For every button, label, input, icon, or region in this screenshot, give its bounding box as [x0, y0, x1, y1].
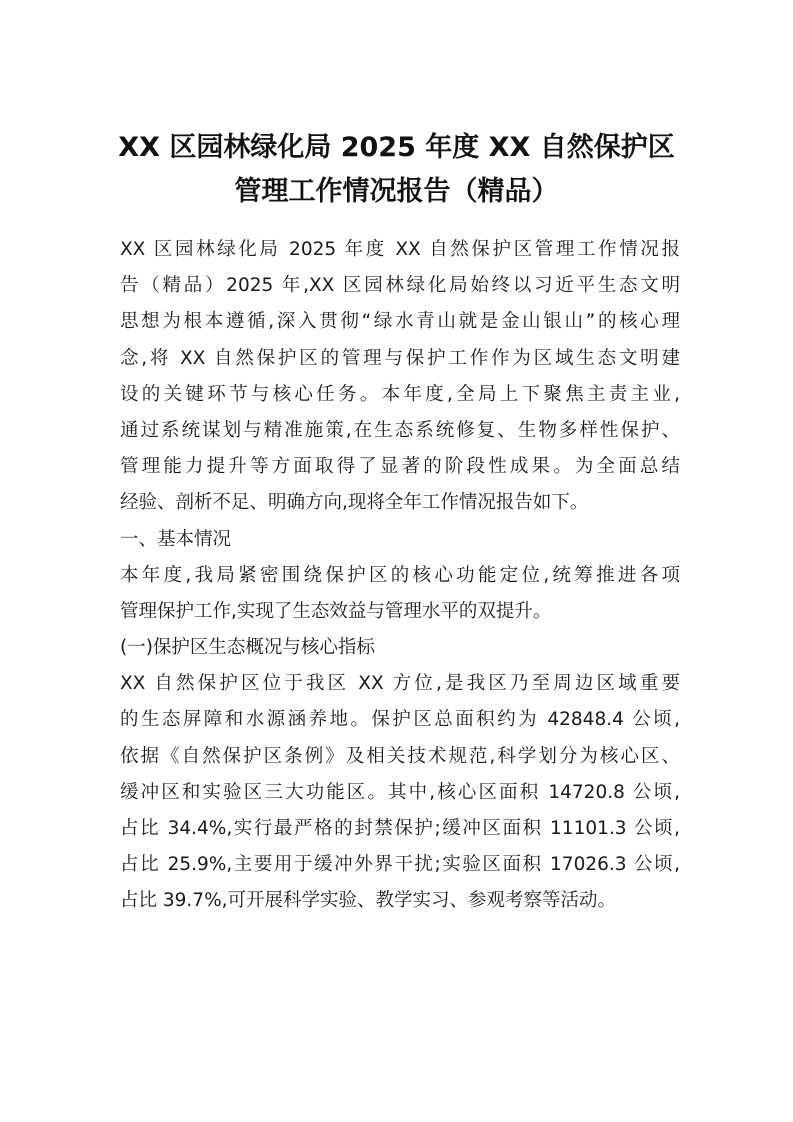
body-line: 缓冲区和实验区三大功能区。其中,核心区面积 14720.8 公顷,: [120, 781, 680, 803]
document-title-line-2: 管理工作情况报告（精品）: [234, 176, 559, 207]
body-line: 管理能力提升等方面取得了显著的阶段性成果。为全面总结: [120, 456, 680, 478]
subsection-heading: (一)保护区生态概况与核心指标: [120, 637, 375, 659]
body-line: 经验、剖析不足、明确方向,现将全年工作情况报告如下。: [120, 492, 589, 514]
document-body: [120, 232, 680, 920]
body-line: 告（精品）2025 年,XX 区园林绿化局始终以习近平生态文明: [120, 275, 680, 297]
body-line: 念,将 XX 自然保护区的管理与保护工作作为区域生态文明建: [120, 347, 680, 369]
section-heading: 一、基本情况: [120, 528, 232, 550]
body-line: 的生态屏障和水源涵养地。保护区总面积约为 42848.4 公顷,: [120, 709, 680, 731]
document-title-line-1: XX 区园林绿化局 2025 年度 XX 自然保护区: [118, 132, 675, 163]
body-line: 占比 34.4%,实行最严格的封禁保护;缓冲区面积 11101.3 公顷,: [120, 818, 680, 839]
body-line: 占比 25.9%,主要用于缓冲外界干扰;实验区面积 17026.3 公顷,: [120, 854, 680, 876]
body-line: 管理保护工作,实现了生态效益与管理水平的双提升。: [120, 600, 552, 622]
body-line: 思想为根本遵循,深入贯彻“绿水青山就是金山银山”的核心理: [120, 311, 680, 333]
body-line: 通过系统谋划与精准施策,在生态系统修复、生物多样性保护、: [120, 419, 680, 441]
body-line: 占比 39.7%,可开展科学实验、教学实习、参观考察等活动。: [120, 890, 617, 912]
body-line: XX 自然保护区位于我区 XX 方位,是我区乃至周边区域重要: [120, 673, 680, 695]
body-line: XX 区园林绿化局 2025 年度 XX 自然保护区管理工作情况报: [120, 239, 680, 260]
body-line: 依据《自然保护区条例》及相关技术规范,科学划分为核心区、: [120, 745, 680, 767]
body-line: 本年度,我局紧密围绕保护区的核心功能定位,统筹推进各项: [120, 564, 680, 586]
body-line: 设的关键环节与核心任务。本年度,全局上下聚焦主责主业,: [120, 383, 680, 405]
